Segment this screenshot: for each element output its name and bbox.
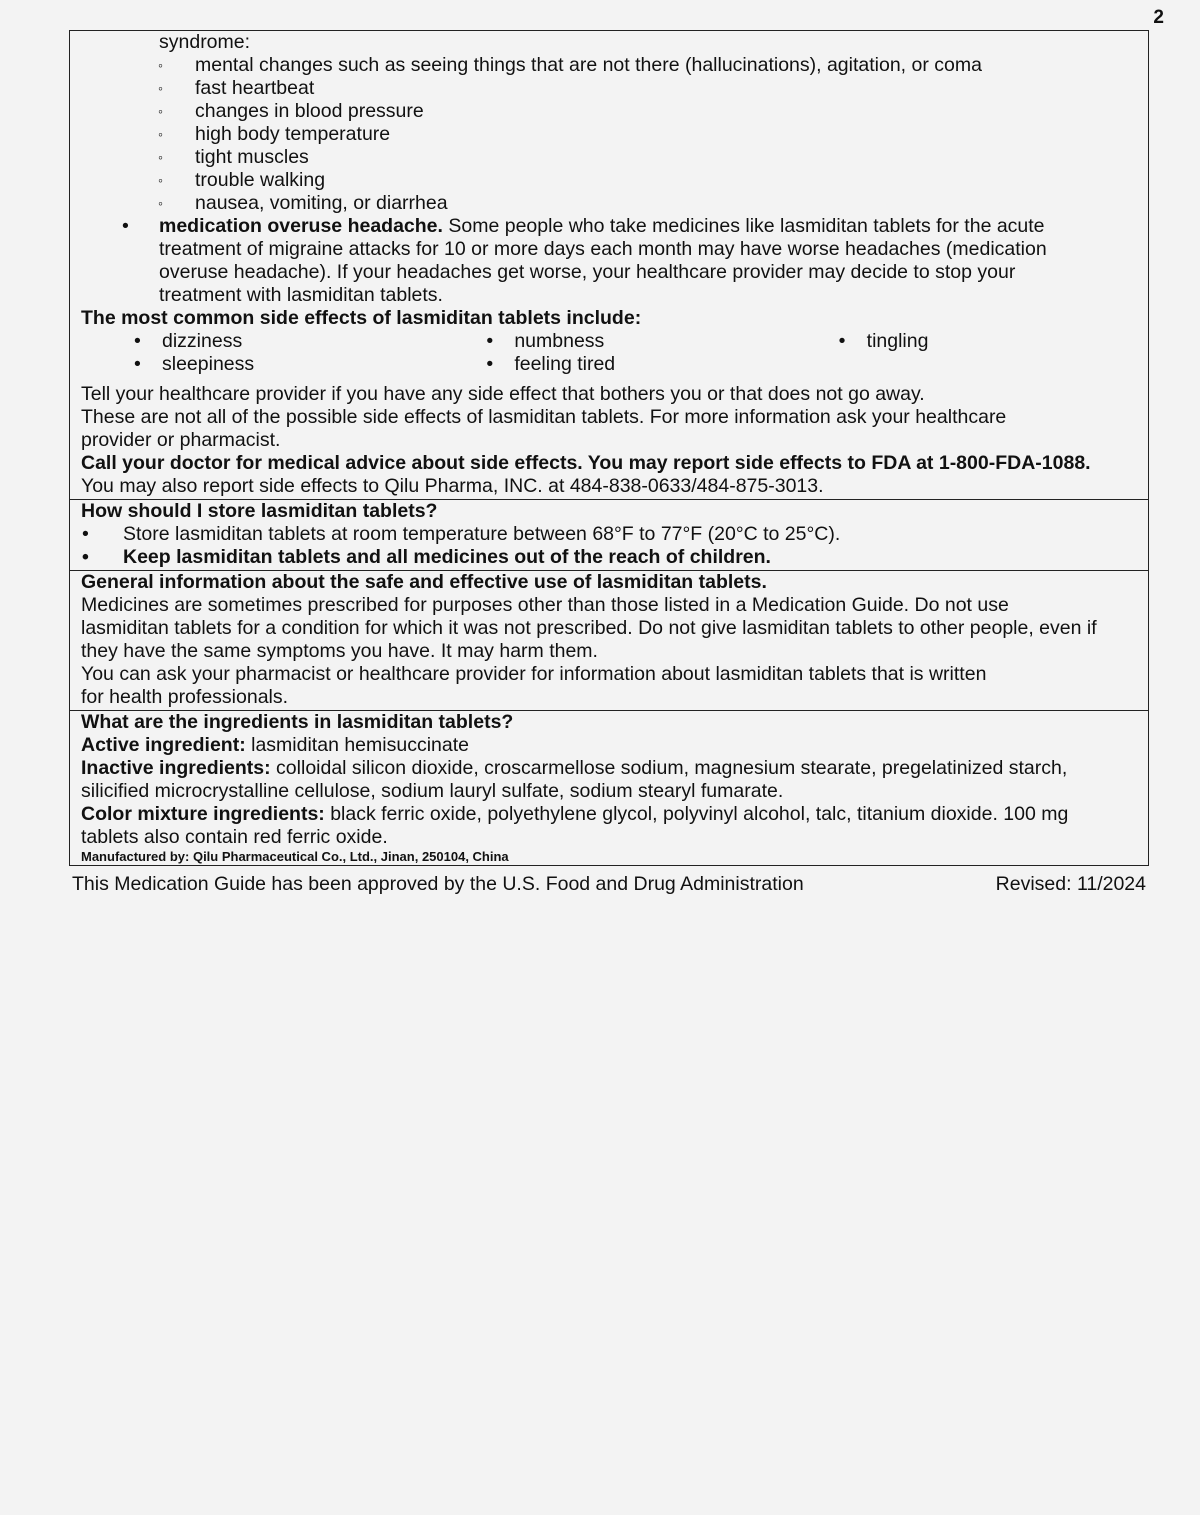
side-effects-column [81, 330, 433, 376]
storage-item [81, 523, 1138, 546]
bullet-icon: • [82, 546, 89, 568]
manufacturer-text: Manufactured by: Qilu Pharmaceutical Co., Ltd., Jinan, 250104, China [81, 849, 509, 864]
overuse-text: overuse headache). If your headaches get worse, your healthcare provider may decide to stop your [159, 261, 1016, 283]
bullet-icon: • [838, 330, 846, 352]
symptom-item [81, 123, 1138, 146]
circle-bullet-icon: ◦ [158, 126, 163, 142]
symptom-item [81, 169, 1138, 192]
storage-text: Store lasmiditan tablets at room temperature between 68°F to 77°F (20°C to 25°C). [123, 523, 841, 545]
not-all-side-effects-text: provider or pharmacist. [81, 429, 281, 451]
symptom-item [81, 146, 1138, 169]
not-all-side-effects-text: These are not all of the possible side effects of lasmiditan tablets. For more information ask your healthcare [81, 406, 1007, 428]
side-effect-text: feeling tired [514, 353, 616, 375]
side-effects-section [70, 31, 1148, 499]
symptom-item [81, 77, 1138, 100]
symptom-text: trouble walking [195, 169, 326, 191]
overuse-text: Some people who take medicines like lasmiditan tablets for the acute [442, 215, 1045, 237]
storage-item [81, 546, 1138, 569]
color-mixture-label: Color mixture ingredients: [81, 803, 325, 825]
symptom-item [81, 192, 1138, 215]
ingredients-heading: What are the ingredients in lasmiditan tablets? [81, 711, 514, 733]
side-effect-item [81, 353, 433, 376]
general-info-section [70, 570, 1148, 710]
circle-bullet-icon: ◦ [158, 103, 163, 119]
call-doctor-text: Call your doctor for medical advice about side effects. You may report side effects to FDA at 1-800-FDA-1088. [81, 452, 1091, 474]
circle-bullet-icon: ◦ [158, 57, 163, 73]
overuse-headache-item [81, 215, 1138, 307]
symptom-text: nausea, vomiting, or diarrhea [195, 192, 448, 214]
side-effect-text: dizziness [162, 330, 243, 352]
general-info-text: lasmiditan tablets for a condition for which it was not prescribed. Do not give lasmiditan tablets to other people, even if [81, 617, 1097, 639]
overuse-title: medication overuse headache. [159, 215, 443, 237]
general-info-text: for health professionals. [81, 686, 289, 708]
inactive-ingredients-value: silicified microcrystalline cellulose, sodium lauryl sulfate, sodium stearyl fumarate. [81, 780, 784, 802]
active-ingredient-value: lasmiditan hemisuccinate [245, 734, 469, 756]
side-effect-item [433, 330, 785, 353]
tell-provider-text: Tell your healthcare provider if you have any side effect that bothers you or that does not go away. [81, 383, 925, 405]
fda-approval-text: This Medication Guide has been approved by the U.S. Food and Drug Administration [72, 873, 804, 895]
general-info-text: Medicines are sometimes prescribed for purposes other than those listed in a Medication Guide. Do not use [81, 594, 1009, 616]
side-effect-item [786, 330, 1138, 353]
overuse-text: treatment of migraine attacks for 10 or more days each month may have worse headaches (medication [159, 238, 1047, 260]
footer [72, 873, 1146, 896]
general-info-text: You can ask your pharmacist or healthcare provider for information about lasmiditan tablets that is written [81, 663, 987, 685]
symptom-text: mental changes such as seeing things that are not there (hallucinations), agitation, or coma [195, 54, 982, 76]
bullet-icon: • [486, 330, 494, 352]
side-effects-column [786, 330, 1138, 376]
bullet-icon: • [82, 523, 89, 545]
bullet-icon: • [122, 215, 129, 237]
revised-date: Revised: 11/2024 [995, 873, 1146, 895]
side-effects-column [433, 330, 785, 376]
report-qilu-text: You may also report side effects to Qilu Pharma, INC. at 484-838-0633/484-875-3013. [81, 475, 824, 497]
circle-bullet-icon: ◦ [158, 172, 163, 188]
bullet-icon: • [134, 353, 141, 375]
symptom-item [81, 100, 1138, 123]
color-mixture-value: black ferric oxide, polyethylene glycol, polyvinyl alcohol, talc, titanium dioxide. 100 mg [324, 803, 1069, 825]
symptom-text: tight muscles [195, 146, 309, 168]
side-effect-text: sleepiness [162, 353, 255, 375]
ingredients-section [70, 710, 1148, 865]
side-effect-item [81, 330, 433, 353]
medication-guide-table [69, 30, 1149, 866]
color-mixture-value: tablets also contain red ferric oxide. [81, 826, 388, 848]
storage-text: Keep lasmiditan tablets and all medicines out of the reach of children. [123, 546, 771, 568]
serotonin-lead: syndrome: [159, 31, 251, 53]
storage-heading: How should I store lasmiditan tablets? [81, 500, 438, 522]
common-side-effects-heading: The most common side effects of lasmiditan tablets include: [81, 307, 642, 329]
symptom-item [81, 54, 1138, 77]
side-effect-item [433, 353, 785, 376]
storage-section [70, 499, 1148, 570]
bullet-icon: • [134, 330, 141, 352]
page-number: 2 [1153, 7, 1164, 28]
circle-bullet-icon: ◦ [158, 80, 163, 96]
inactive-ingredients-label: Inactive ingredients: [81, 757, 271, 779]
symptom-text: fast heartbeat [195, 77, 315, 99]
general-info-text: they have the same symptoms you have. It may harm them. [81, 640, 598, 662]
circle-bullet-icon: ◦ [158, 195, 163, 211]
side-effect-text: tingling [866, 330, 929, 352]
overuse-text: treatment with lasmiditan tablets. [159, 284, 443, 306]
bullet-icon: • [486, 353, 494, 375]
general-info-heading: General information about the safe and effective use of lasmiditan tablets. [81, 571, 767, 593]
symptom-text: high body temperature [195, 123, 391, 145]
active-ingredient-label: Active ingredient: [81, 734, 246, 756]
symptom-text: changes in blood pressure [195, 100, 424, 122]
side-effect-text: numbness [514, 330, 605, 352]
circle-bullet-icon: ◦ [158, 149, 163, 165]
common-side-effects-list [81, 330, 1138, 376]
inactive-ingredients-value: colloidal silicon dioxide, croscarmellose sodium, magnesium stearate, pregelatinized starch, [270, 757, 1068, 779]
